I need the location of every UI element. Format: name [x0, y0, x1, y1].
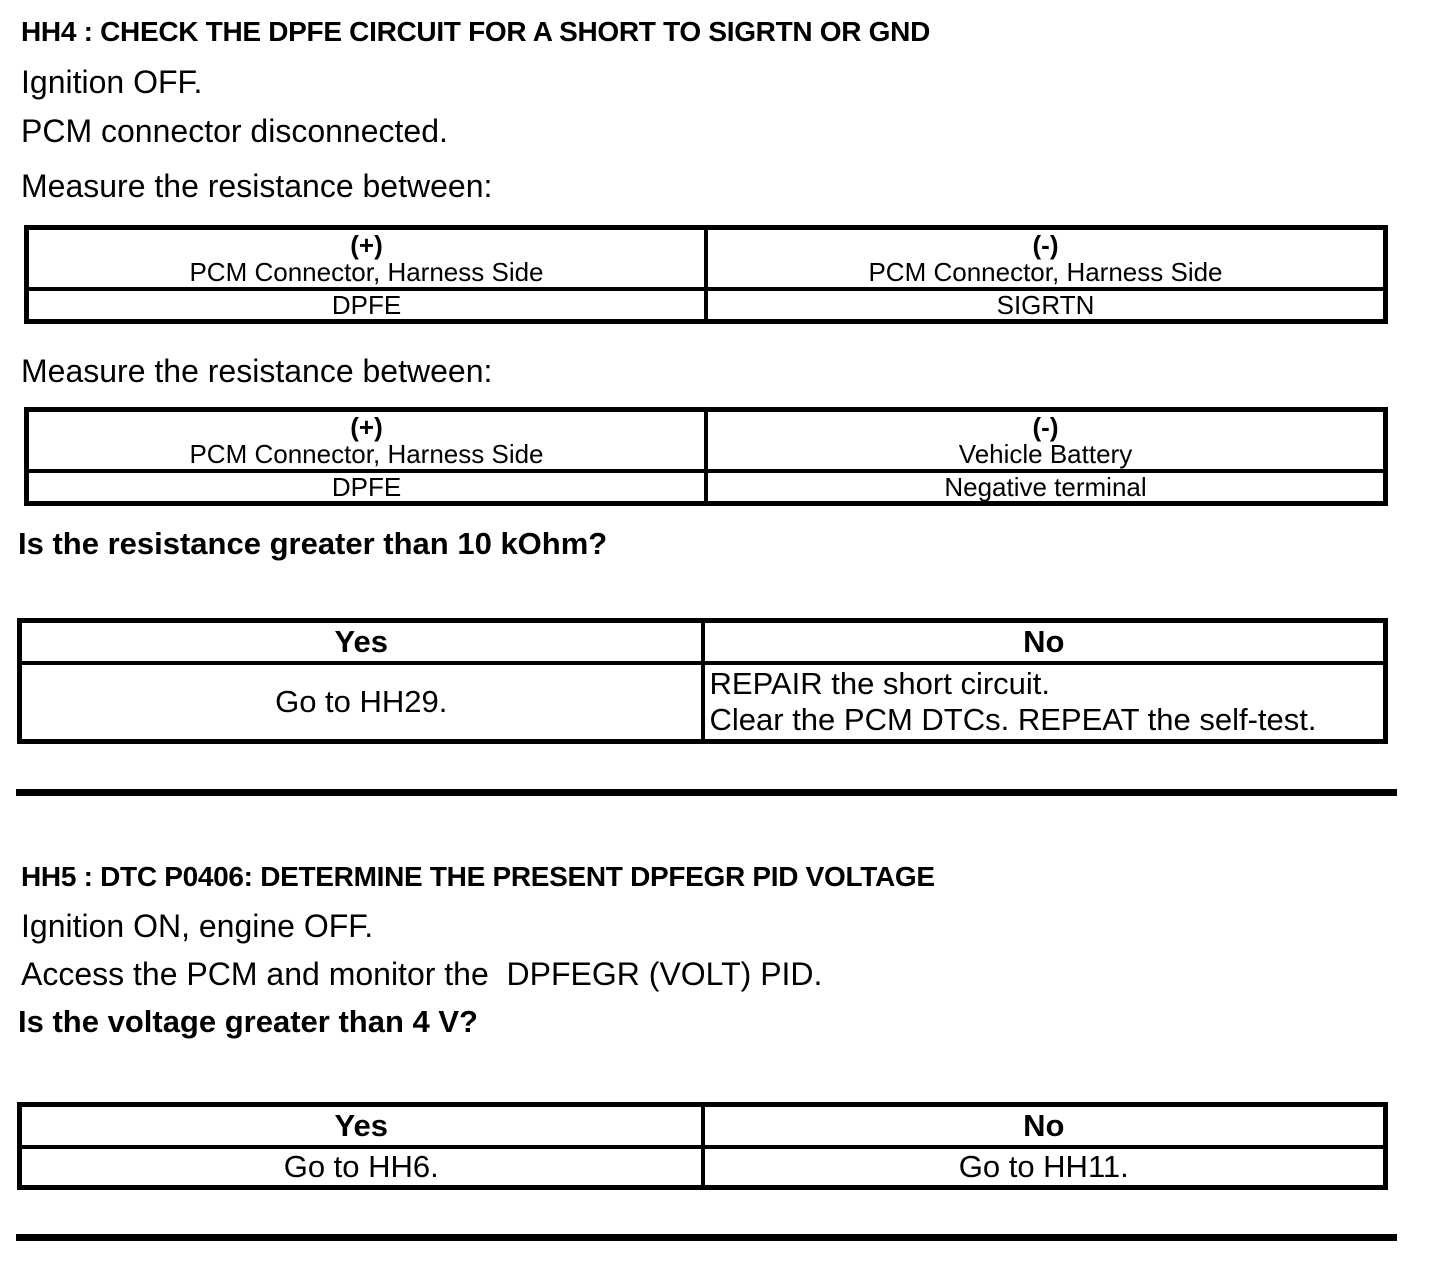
hh4-measure-intro-1: Measure the resistance between:: [21, 168, 493, 204]
measure-table-2-negative-point: Negative terminal: [706, 471, 1386, 504]
hh4-yes-action: Go to HH29.: [20, 663, 703, 742]
measure-table-1: [24, 225, 1388, 324]
measure-table-2-positive-point: DPFE: [27, 471, 707, 504]
hh4-result-data-row: [20, 663, 1386, 742]
measure-table-2-negative-header: [706, 410, 1386, 472]
hh4-result-table: [17, 618, 1388, 744]
hh4-measure-intro-2: Measure the resistance between:: [21, 353, 493, 389]
hh5-result-data-row: [20, 1147, 1386, 1188]
measure-table-1-header-row: [27, 228, 1386, 290]
measure-table-1-negative-location: PCM Connector, Harness Side: [868, 256, 1223, 287]
hh5-yes-action: Go to HH6.: [20, 1147, 703, 1188]
no-column-header: No: [703, 1105, 1386, 1148]
hh5-step-ignition-on: Ignition ON, engine OFF.: [21, 908, 374, 944]
measure-table-1-positive-point: DPFE: [27, 289, 707, 322]
hh4-question: Is the resistance greater than 10 kOhm?: [18, 526, 608, 561]
yes-column-header: Yes: [20, 621, 703, 664]
section-divider-rule: [16, 789, 1397, 796]
measure-table-1-positive-location: PCM Connector, Harness Side: [189, 256, 544, 287]
section-hh5-title: HH5 : DTC P0406: DETERMINE THE PRESENT DPFEGR PID VOLTAGE: [21, 861, 935, 892]
hh4-no-action-line-2: Clear the PCM DTCs. REPEAT the self-test.: [709, 702, 1317, 737]
polarity-negative-label: (-): [1032, 229, 1059, 260]
measure-table-2-negative-location: Vehicle Battery: [958, 438, 1133, 469]
polarity-positive-label: (+): [350, 411, 383, 442]
measure-table-2-header-row: [27, 410, 1386, 472]
polarity-negative-label: (-): [1032, 411, 1059, 442]
hh4-no-action: [703, 663, 1386, 742]
polarity-positive-label: (+): [350, 229, 383, 260]
hh5-result-header-row: [20, 1105, 1386, 1148]
measure-table-1-positive-header: [27, 228, 707, 290]
hh4-no-action-line-1: REPAIR the short circuit.: [709, 666, 1051, 701]
hh5-result-table: [17, 1102, 1388, 1190]
hh5-no-action: Go to HH11.: [703, 1147, 1386, 1188]
measure-table-1-data-row: [27, 289, 1386, 322]
hh4-step-ignition-off: Ignition OFF.: [21, 64, 203, 100]
hh4-step-pcm-disconnected: PCM connector disconnected.: [21, 113, 448, 149]
measure-table-2-positive-location: PCM Connector, Harness Side: [189, 438, 544, 469]
hh5-question: Is the voltage greater than 4 V?: [18, 1004, 478, 1039]
measure-table-2-data-row: [27, 471, 1386, 504]
measure-table-1-negative-point: SIGRTN: [706, 289, 1386, 322]
hh4-result-header-row: [20, 621, 1386, 664]
measure-table-2-positive-header: [27, 410, 707, 472]
measure-table-1-negative-header: [706, 228, 1386, 290]
bottom-divider-rule: [16, 1234, 1397, 1241]
hh5-step-access-pcm: Access the PCM and monitor the DPFEGR (VOLT) PID.: [21, 956, 823, 992]
measure-table-2: [24, 407, 1388, 506]
section-hh4-title: HH4 : CHECK THE DPFE CIRCUIT FOR A SHORT TO SIGRTN OR GND: [21, 16, 930, 47]
yes-column-header: Yes: [20, 1105, 703, 1148]
no-column-header: No: [703, 621, 1386, 664]
